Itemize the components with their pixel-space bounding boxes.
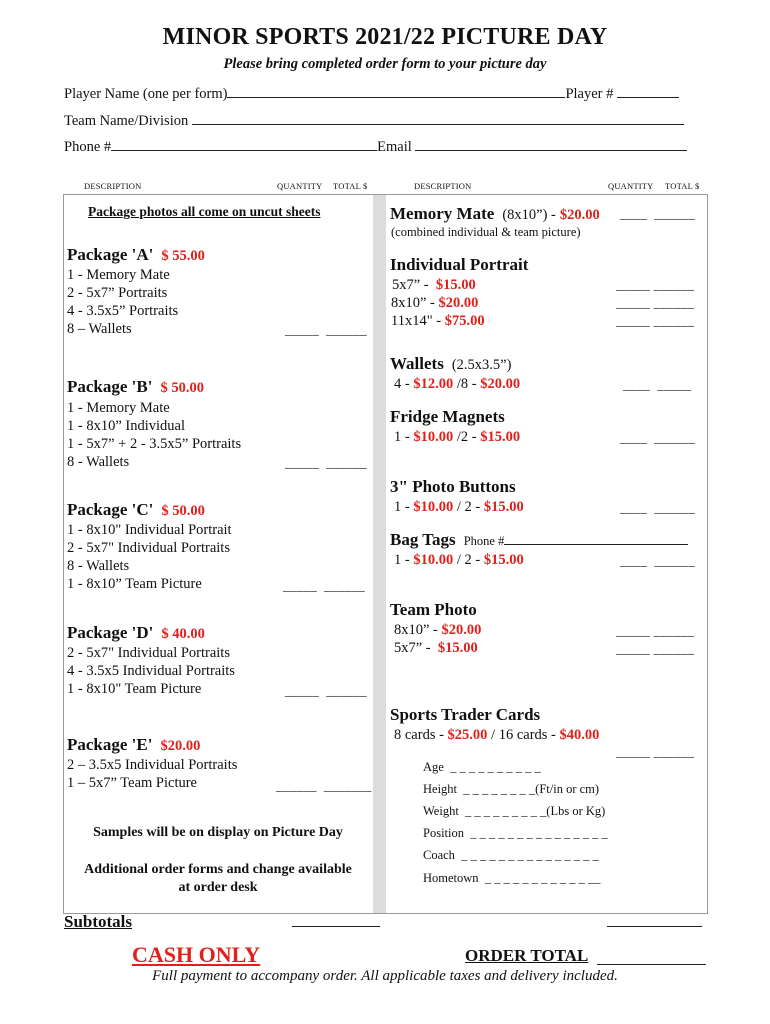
position-label: Position [423,826,464,840]
package-c-price: $ 50.00 [161,503,205,519]
col-quantity-left: QUANTITY [277,181,323,191]
package-b-name: Package 'B' [67,377,153,396]
individual-qty-blanks-2[interactable]: _____ ______ [616,295,695,310]
qty-label: / 16 cards - [491,727,556,743]
player-name-label: Player Name (one per form) [64,86,228,102]
size-label: 8x10” - [391,295,435,311]
package-b-items [67,399,241,471]
qty-label: /2 - [456,429,477,445]
team-qty-blanks-1[interactable]: _____ ______ [616,623,695,638]
bag-tags-phone-label: Phone # [463,534,505,548]
individual-qty-blanks-3[interactable]: _____ ______ [616,313,695,328]
package-e-name: Package 'E' [67,735,153,754]
player-number-field[interactable] [617,84,679,98]
fridge-magnets-heading: Fridge Magnets [390,407,505,426]
samples-note: Samples will be on display on Picture Day [93,825,343,840]
hometown-label: Hometown [423,871,479,885]
photo-buttons-qty-blanks[interactable]: ____ ______ [620,500,696,515]
package-d-name: Package 'D' [67,623,154,642]
trader-height-row[interactable]: Height _ _ _ _ _ _ _ _(Ft/in or cm) [423,782,600,796]
list-item: 8 – Wallets [67,321,132,337]
trader-cards-qty-blanks[interactable]: _____ ______ [616,744,695,759]
col-total-right: TOTAL $ [665,181,700,191]
list-item: 2 - 5x7” Portraits [67,285,168,301]
list-item: 4 - 3.5x5 Individual Portraits [67,663,235,679]
col-description-right: DESCRIPTION [414,181,472,191]
list-item: 2 – 3.5x5 Individual Portraits [67,757,238,773]
subtotals-label: Subtotals [64,912,133,931]
individual-row-5x7 [392,276,476,294]
price-label: $12.00 [413,376,454,392]
price-label: $75.00 [444,313,485,329]
qty-label: 1 - [394,552,410,568]
size-label: 5x7” - [392,277,429,293]
package-e-items [67,756,237,792]
fridge-magnets-qty-blanks[interactable]: ____ ______ [620,430,696,445]
order-total-label: ORDER TOTAL [465,946,589,965]
left-subtotal-field[interactable] [292,926,380,927]
wallets-heading [390,354,511,374]
trader-coach-row[interactable]: Coach _ _ _ _ _ _ _ _ _ _ _ _ _ _ _ [423,848,599,862]
wallets-qty-blanks[interactable]: ____ _____ [623,377,692,392]
column-divider [373,195,386,913]
team-photo-heading: Team Photo [390,600,477,619]
team-row-5x7 [394,639,478,657]
price-label: $15.00 [483,499,524,515]
phone-field[interactable] [111,137,377,151]
bag-tags-name: Bag Tags [390,530,456,549]
col-quantity-right: QUANTITY [608,181,654,191]
memory-mate-name: Memory Mate [390,204,495,223]
age-label: Age [423,760,444,774]
package-e-qty-blanks[interactable]: ______ _______ [276,778,372,793]
wallets-size: (2.5x3.5”) [451,357,512,373]
qty-label: / 2 - [456,499,481,515]
package-c-heading [67,500,205,520]
price-label: $20.00 [441,622,482,638]
package-a-heading [67,245,205,265]
email-field[interactable] [415,137,687,151]
package-e-heading [67,735,200,755]
memory-mate-heading [390,204,600,224]
individual-portrait-heading: Individual Portrait [390,255,529,274]
trader-cards-prices [394,726,599,744]
list-item: 8 - Wallets [67,454,130,470]
list-item: 1 - 8x10" Team Picture [67,681,202,697]
package-b-qty-blanks[interactable]: _____ ______ [285,455,367,470]
size-label: 5x7” - [394,640,431,656]
memory-mate-size: (8x10”) - [502,207,556,223]
package-a-price: $ 55.00 [161,248,205,264]
package-a-qty-blanks[interactable]: _____ ______ [285,322,367,337]
package-b-heading [67,377,204,397]
list-item: 1 - 8x10" Individual Portrait [67,522,232,538]
team-row-8x10 [394,621,481,639]
additional-forms-note-2: at order desk [178,880,258,895]
trader-position-row[interactable]: Position _ _ _ _ _ _ _ _ _ _ _ _ _ _ _ [423,826,608,840]
price-label: $15.00 [437,640,478,656]
list-item: 2 - 5x7" Individual Portraits [67,540,230,556]
team-field[interactable] [192,111,684,125]
package-a-name: Package 'A' [67,245,154,264]
list-item: 1 – 5x7” Team Picture [67,775,197,791]
price-label: $10.00 [413,499,454,515]
bag-tags-prices [394,551,524,569]
qty-label: 1 - [394,429,410,445]
bag-tags-qty-blanks[interactable]: ____ ______ [620,553,696,568]
height-label: Height [423,782,458,796]
bag-tags-heading [390,530,688,550]
trader-cards-heading: Sports Trader Cards [390,705,541,724]
package-a-items [67,266,178,338]
page-title: MINOR SPORTS 2021/22 PICTURE DAY [162,24,608,50]
bag-tags-phone-field[interactable] [504,532,688,545]
qty-label: 1 - [394,499,410,515]
height-unit: (Ft/in or cm) [535,782,600,796]
team-qty-blanks-2[interactable]: _____ ______ [616,641,695,656]
col-description-left: DESCRIPTION [84,181,142,191]
memory-mate-price: $20.00 [559,207,600,223]
individual-qty-blanks-1[interactable]: _____ ______ [616,277,695,292]
price-label: $15.00 [435,277,476,293]
payment-note: Full payment to accompany order. All applicable taxes and delivery included. [152,968,618,984]
price-label: $40.00 [559,727,600,743]
list-item: 1 - 5x7” + 2 - 3.5x5” Portraits [67,436,242,452]
price-label: $15.00 [480,429,521,445]
size-label: 8x10” - [394,622,438,638]
wallets-prices [394,375,520,393]
coach-label: Coach [423,848,455,862]
list-item: 1 - 8x10” Individual [67,418,185,434]
trader-hometown-row[interactable]: Hometown _ _ _ _ _ _ _ _ _ _ _ __ [423,871,601,885]
list-item: 4 - 3.5x5” Portraits [67,303,179,319]
team-row [64,111,684,130]
weight-label: Weight [423,804,459,818]
memory-mate-note: (combined individual & team picture) [391,225,581,239]
order-total-field[interactable] [597,964,706,965]
memory-mate-qty-blanks[interactable]: ____ ______ [620,206,696,221]
package-d-price: $ 40.00 [161,626,205,642]
package-c-name: Package 'C' [67,500,154,519]
fridge-magnets-prices [394,428,520,446]
player-name-row [64,84,679,103]
price-label: $10.00 [413,429,454,445]
photo-buttons-prices [394,498,524,516]
uncut-sheets-note: Package photos all come on uncut sheets [88,204,321,219]
size-label: 11x14" - [391,313,442,329]
package-d-qty-blanks[interactable]: _____ ______ [285,683,367,698]
weight-unit: (Lbs or Kg) [546,804,606,818]
price-label: $15.00 [483,552,524,568]
page-subtitle: Please bring completed order form to your picture day [223,56,547,72]
list-item: 1 - Memory Mate [67,267,170,283]
individual-row-11x14 [391,312,485,330]
player-number-label: Player # [565,86,614,102]
package-d-items [67,644,235,698]
package-b-price: $ 50.00 [160,380,204,396]
col-total-left: TOTAL $ [333,181,368,191]
wallets-name: Wallets [390,354,444,373]
package-e-price: $20.00 [160,738,201,754]
individual-row-8x10 [391,294,478,312]
package-c-items [67,521,232,593]
additional-forms-note-1: Additional order forms and change available [84,862,352,877]
contact-row [64,137,687,156]
email-label: Email [377,139,412,155]
qty-label: 4 - [394,376,410,392]
price-label: $10.00 [413,552,454,568]
price-label: $25.00 [447,727,488,743]
price-label: $20.00 [480,376,521,392]
player-name-field[interactable] [227,84,565,98]
trader-weight-row[interactable]: Weight _ _ _ _ _ _ _ _ _(Lbs or Kg) [423,804,606,818]
phone-label: Phone # [64,139,112,155]
team-label: Team Name/Division [64,113,189,129]
list-item: 1 - Memory Mate [67,400,170,416]
list-item: 8 - Wallets [67,558,130,574]
cash-only-notice: CASH ONLY [132,942,261,967]
qty-label: / 2 - [456,552,481,568]
package-d-heading [67,623,205,643]
photo-buttons-heading: 3" Photo Buttons [390,477,516,496]
price-label: $20.00 [438,295,479,311]
package-c-qty-blanks[interactable]: _____ ______ [283,578,365,593]
qty-label: /8 - [456,376,477,392]
qty-label: 8 cards - [394,727,444,743]
list-item: 1 - 8x10” Team Picture [67,576,202,592]
list-item: 2 - 5x7" Individual Portraits [67,645,230,661]
right-subtotal-field[interactable] [607,926,702,927]
trader-age-row[interactable]: Age _ _ _ _ _ _ _ _ _ _ [423,760,541,774]
